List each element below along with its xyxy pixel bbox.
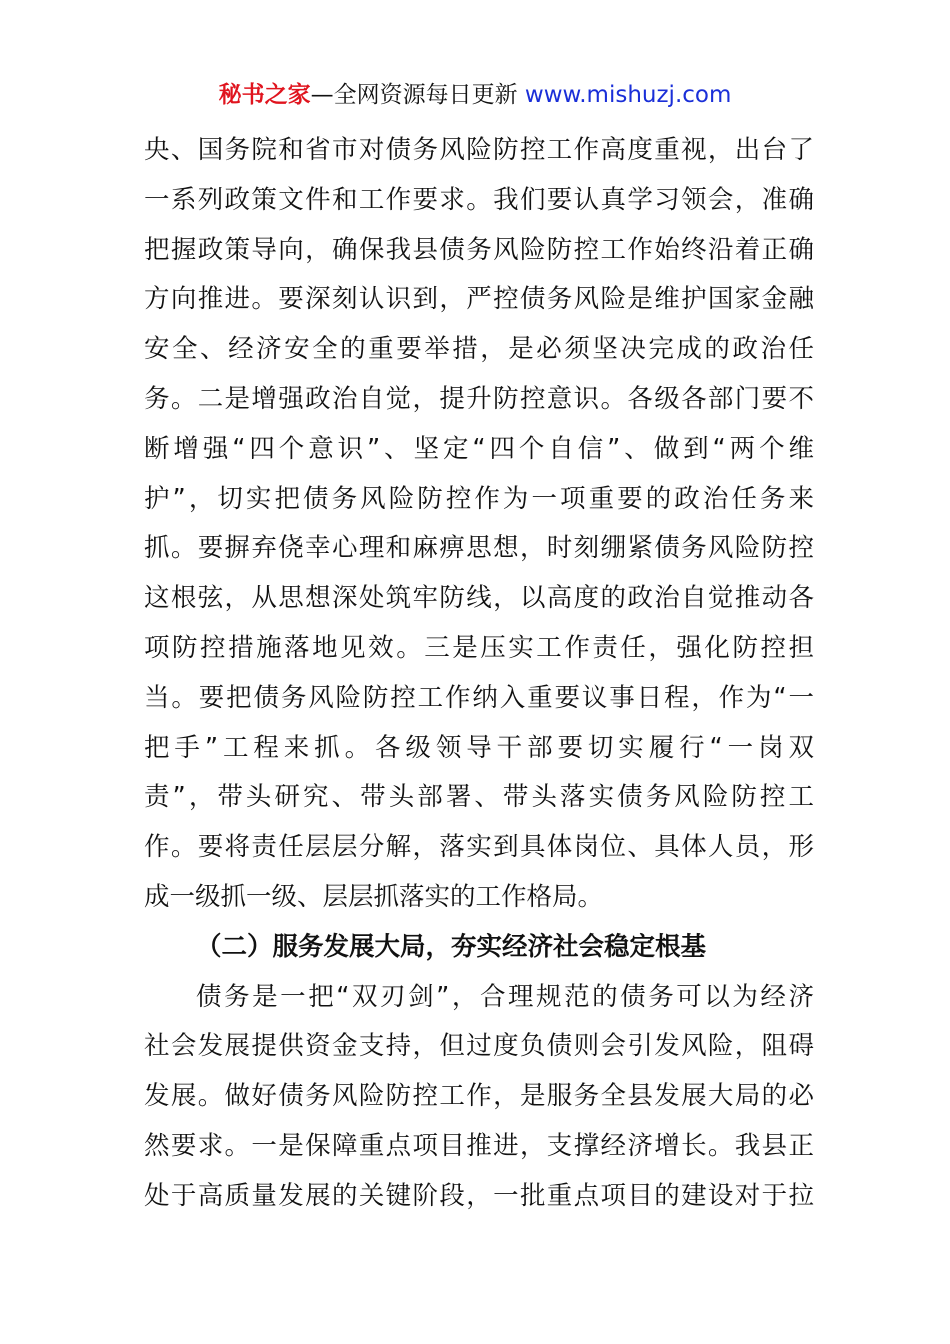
text-line: 然要求。一是保障重点项目推进，支撑经济增长。我县正 <box>144 1130 814 1161</box>
text-line: 处于高质量发展的关键阶段，一批重点项目的建设对于拉 <box>144 1180 814 1211</box>
brand-name: 秘书之家 <box>218 82 311 108</box>
site-url-link[interactable]: www.mishuzj.com <box>524 82 732 108</box>
text-line: 一系列政策文件和工作要求。我们要认真学习领会，准确 <box>144 184 814 215</box>
text-line: 方向推进。要深刻认识到，严控债务风险是维护国家金融 <box>144 284 814 315</box>
text-line: 社会发展提供资金支持，但过度负债则会引发风险，阻碍 <box>144 1031 814 1062</box>
text-line: 把手”工程来抓。各级领导干部要切实履行“一岗双 <box>144 732 814 763</box>
text-line: 抓。要摒弃侥幸心理和麻痹思想，时刻绷紧债务风险防控 <box>144 533 814 564</box>
text-line: 发展。做好债务风险防控工作，是服务全县发展大局的必 <box>144 1081 814 1112</box>
text-line: 项防控措施落地见效。三是压实工作责任，强化防控担 <box>144 632 814 663</box>
text-line: 断增强“四个意识”、坚定“四个自信”、做到“两个维 <box>144 433 814 464</box>
text-line: 央、国务院和省市对债务风险防控工作高度重视，出台了 <box>144 135 814 165</box>
text-line: 作。要将责任层层分解，落实到具体岗位、具体人员，形 <box>144 832 814 863</box>
text-line: 安全、经济安全的重要举措，是必须坚决完成的政治任 <box>144 334 814 365</box>
text-line: 当。要把债务风险防控工作纳入重要议事日程，作为“一 <box>144 682 814 713</box>
text-line: 这根弦，从思想深处筑牢防线，以高度的政治自觉推动各 <box>144 583 814 614</box>
header-tagline: —全网资源每日更新 <box>310 82 525 108</box>
text-line: 护”，切实把债务风险防控作为一项重要的政治任务来 <box>144 483 814 514</box>
text-line: 务。二是增强政治自觉，提升防控意识。各级各部门要不 <box>144 383 814 414</box>
section-heading: （二）服务发展大局，夯实经济社会稳定根基 <box>196 931 707 962</box>
text-line: 把握政策导向，确保我县债务风险防控工作始终沿着正确 <box>144 234 814 265</box>
page-header <box>0 78 950 112</box>
document-body <box>144 126 814 1222</box>
text-line: 责”，带头研究、带头部署、带头落实债务风险防控工 <box>144 782 814 813</box>
paragraph-first-line: 债务是一把“双刃剑”，合理规范的债务可以为经济 <box>196 981 814 1012</box>
text-line: 成一级抓一级、层层抓落实的工作格局。 <box>144 881 604 912</box>
